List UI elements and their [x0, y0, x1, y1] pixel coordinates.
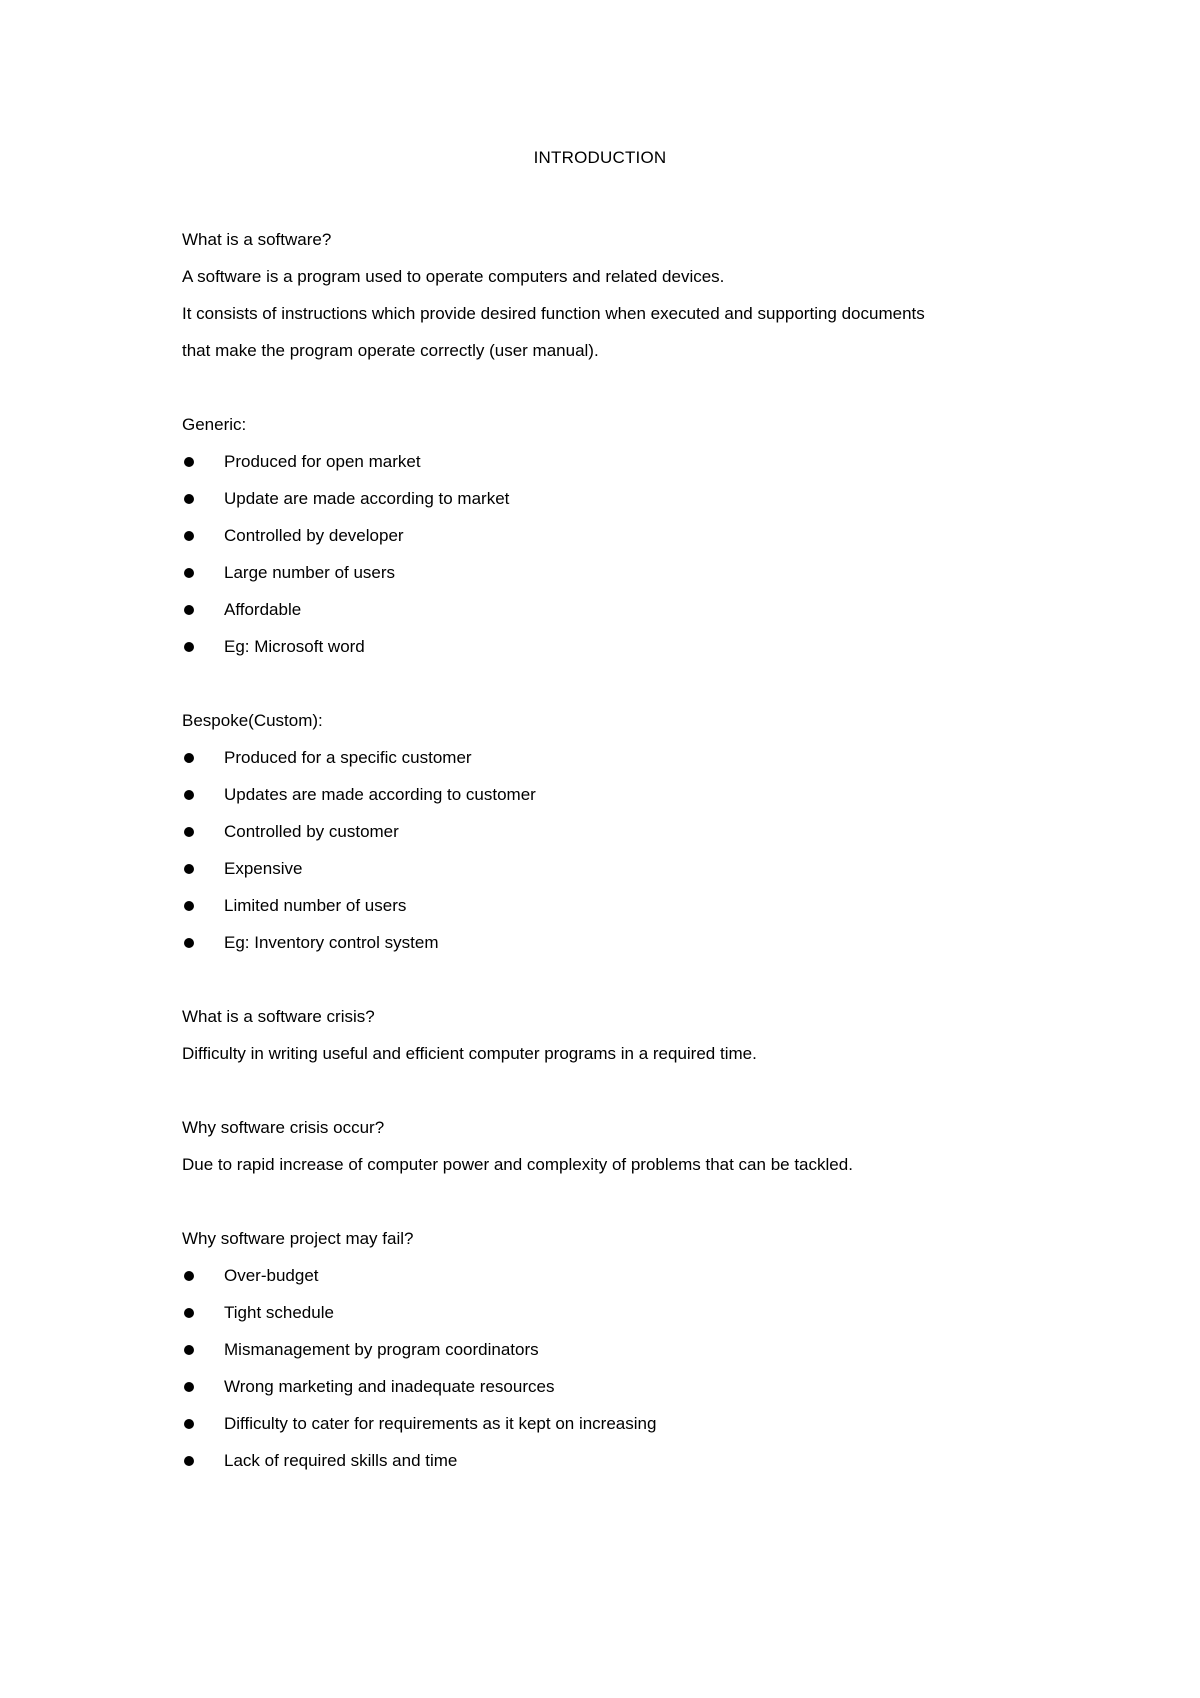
list-item: [182, 517, 1042, 554]
crisis-question: What is a software crisis?: [182, 1007, 375, 1026]
bullet-icon: [184, 1419, 194, 1429]
software-question: What is a software?: [182, 230, 332, 249]
bullet-icon: [184, 1382, 194, 1392]
list-item-text: Mismanagement by program coordinators: [224, 1340, 539, 1359]
software-definition: A software is a program used to operate computers and related devices.: [182, 267, 725, 286]
failure-question: Why software project may fail?: [182, 1229, 414, 1248]
list-item: [182, 813, 1042, 850]
list-item: [182, 1257, 1042, 1294]
list-item: [182, 776, 1042, 813]
list-item-text: Wrong marketing and inadequate resources: [224, 1377, 555, 1396]
list-item-text: Produced for a specific customer: [224, 748, 472, 767]
bullet-icon: [184, 605, 194, 615]
list-item: [182, 443, 1042, 480]
spacer: [182, 369, 1042, 406]
list-item: [182, 1294, 1042, 1331]
list-item: [182, 1368, 1042, 1405]
list-item-text: Lack of required skills and time: [224, 1451, 458, 1470]
bullet-icon: [184, 753, 194, 763]
bullet-icon: [184, 827, 194, 837]
bullet-icon: [184, 642, 194, 652]
bespoke-heading: Bespoke(Custom):: [182, 711, 323, 730]
spacer: [182, 961, 1042, 998]
list-item-text: Updates are made according to customer: [224, 785, 536, 804]
list-item: [182, 739, 1042, 776]
bullet-icon: [184, 1456, 194, 1466]
spacer: [182, 1183, 1042, 1220]
document-body: [182, 221, 1042, 1479]
crisis-cause-question: Why software crisis occur?: [182, 1118, 385, 1137]
list-item-text: Tight schedule: [224, 1303, 334, 1322]
software-detail-line-2: that make the program operate correctly (user manual).: [182, 341, 599, 360]
bullet-icon: [184, 531, 194, 541]
list-item-text: Limited number of users: [224, 896, 407, 915]
list-item: [182, 480, 1042, 517]
spacer: [182, 1072, 1042, 1109]
crisis-answer: Difficulty in writing useful and efficient computer programs in a required time.: [182, 1044, 757, 1063]
page-title: INTRODUCTION: [533, 148, 667, 167]
list-item: [182, 924, 1042, 961]
list-item-text: Difficulty to cater for requirements as it kept on increasing: [224, 1414, 657, 1433]
list-item-text: Large number of users: [224, 563, 396, 582]
bullet-icon: [184, 790, 194, 800]
crisis-cause-answer: Due to rapid increase of computer power and complexity of problems that can be tackled.: [182, 1155, 853, 1174]
bullet-icon: [184, 1271, 194, 1281]
list-item: [182, 591, 1042, 628]
list-item-text: Eg: Microsoft word: [224, 637, 365, 656]
list-item: [182, 1331, 1042, 1368]
list-item: [182, 628, 1042, 665]
list-item-text: Update are made according to market: [224, 489, 510, 508]
list-item-text: Over-budget: [224, 1266, 319, 1285]
bullet-icon: [184, 494, 194, 504]
list-item: [182, 887, 1042, 924]
list-item: [182, 554, 1042, 591]
bullet-icon: [184, 901, 194, 911]
list-item-text: Controlled by customer: [224, 822, 399, 841]
list-item-text: Eg: Inventory control system: [224, 933, 439, 952]
list-item: [182, 1405, 1042, 1442]
list-item: [182, 850, 1042, 887]
list-item-text: Expensive: [224, 859, 303, 878]
bullet-icon: [184, 568, 194, 578]
bullet-icon: [184, 457, 194, 467]
list-item-text: Produced for open market: [224, 452, 421, 471]
bullet-icon: [184, 1345, 194, 1355]
bullet-icon: [184, 1308, 194, 1318]
generic-heading: Generic:: [182, 415, 247, 434]
list-item-text: Controlled by developer: [224, 526, 404, 545]
software-detail-line-1: It consists of instructions which provide desired function when executed and supporting documents: [182, 304, 925, 323]
bullet-icon: [184, 938, 194, 948]
list-item: [182, 1442, 1042, 1479]
bullet-icon: [184, 864, 194, 874]
spacer: [182, 665, 1042, 702]
list-item-text: Affordable: [224, 600, 302, 619]
